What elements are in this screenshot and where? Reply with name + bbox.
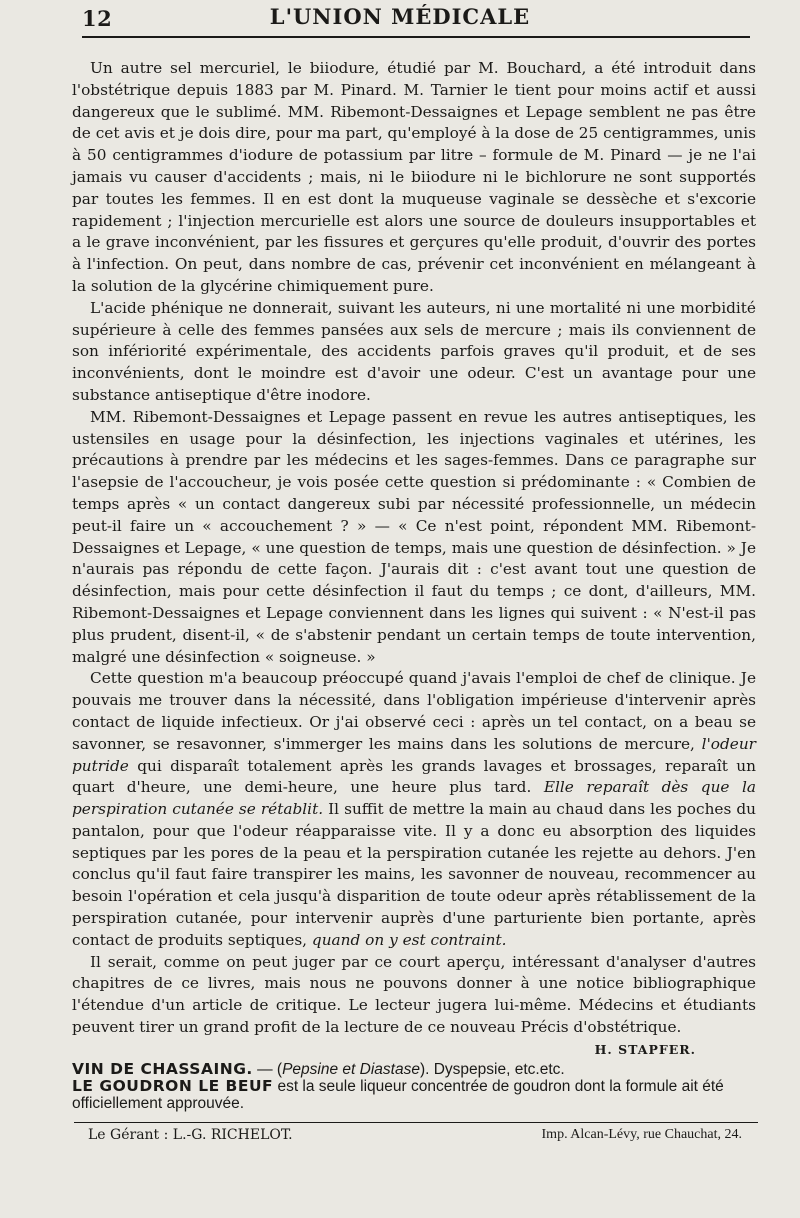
paragraph: L'acide phénique ne donnerait, suivant les auteurs, ni une mortalité ni une morbidité supérieure à celle des femmes pansées aux sels de mercure ; mais ils conviennent de son infériorité expérimentale, des accidents parfois graves qu'il produit, et de ses inconvénients, dont le moindre est d'avoir une odeur. C'est un avantage pour une substance antiseptique d'être inodore.	[72, 298, 756, 404]
running-title: L'UNION MÉDICALE	[269, 4, 531, 29]
header-rule	[82, 36, 750, 38]
manager-credit: Le Gérant : L.-G. RICHELOT.	[88, 1127, 293, 1143]
italic-text: l'odeur putride	[72, 734, 756, 775]
advert-text: est la seule liqueur concentrée de goudron dont la formule ait été officiellement approuvée.	[72, 1077, 724, 1112]
italic-text: quand on y est contraint.	[311, 930, 507, 949]
paragraph-text: Il suffit de mettre la main au chaud dans les poches du pantalon, pour que l'odeur réapparaisse vite. Il y a donc eu absorption des liquides septiques par les pores de la peau et la perspiration cutanée les rejette au dehors. J'en conclus qu'il faut faire transpirer les mains, les savonner de nouveau, recommencer au besoin l'opération et cela jusqu'à disparition de toute odeur après rétablissement de la perspiration cutanée, pour intervenir auprès d'une parturiente bien portante, après contact de produits septiques,	[72, 800, 756, 949]
footer-rule	[74, 1122, 758, 1123]
advert-text: ). Dyspepsie, etc.etc.	[419, 1060, 565, 1078]
paragraph-text: qui disparaît totalement après les grands lavages et brossages, reparaît un quart d'heure, une demi-heure, une heure plus tard.	[72, 756, 756, 797]
author-signature: H. STAPFER.	[594, 1041, 696, 1057]
printer-credit: Imp. Alcan-Lévy, rue Chauchat, 24.	[541, 1127, 742, 1142]
paragraph	[72, 668, 756, 951]
advert-text: — (	[252, 1060, 283, 1078]
page-number: 12	[82, 6, 113, 31]
paragraph: Il serait, comme on peut juger par ce court aperçu, intéressant d'analyser d'autres chapitres de ce livres, mais nous ne pouvons donner à une notice bibliographique l'étendue d'un article de critique. Le lecteur jugera lui-même. Médecins et étudiants peuvent tirer un grand profit de la lecture de ce nouveau Précis d'obstétrique.	[72, 952, 756, 1037]
footer	[88, 1127, 742, 1143]
article-body	[72, 58, 756, 1112]
advertisement	[72, 1061, 756, 1112]
advert-brand: LE GOUDRON LE BEUF	[72, 1076, 274, 1095]
italic-text: Elle reparaît dès que la perspiration cutanée se rétablit.	[72, 778, 756, 819]
advert-brand: VIN DE CHASSAING.	[72, 1059, 253, 1078]
advert-line	[72, 1078, 756, 1112]
paragraph: Un autre sel mercuriel, le biiodure, étudié par M. Bouchard, a été introduit dans l'obstétrique depuis 1883 par M. Pinard. M. Tarnier le tient pour moins actif et aussi dangereux que le sublimé. MM. Ribemont-Dessaignes et Lepage semblent ne pas être de cet avis et je dois dire, pour ma part, qu'employé à la dose de 25 centigrammes, unis à 50 centigrammes d'iodure de potassium par litre – formule de M. Pinard — je ne l'ai jamais vu causer d'accidents ; mais, ni le biiodure ni le bichlorure ne sont supportés par toutes les femmes. Il en est dont la muqueuse vaginale se dessèche et s'excorie rapidement ; l'injection mercurielle est alors une source de douleurs insupportables et a le grave inconvénient, par les fissures et gerçures qu'elle produit, d'ouvrir des portes à l'infection. On peut, dans nombre de cas, prévenir cet inconvénient en mélangeant à la solution de la glycérine chimiquement pure.	[72, 59, 756, 295]
paragraph: MM. Ribemont-Dessaignes et Lepage passent en revue les autres antiseptiques, les ustensiles en usage pour la désinfection, les injections vaginales et utérines, les précautions à prendre par les médecins et les sages-femmes. Dans ce paragraphe sur l'asepsie de l'accoucheur, je vois posée cette question si prédominante : « Combien de temps après « un contact dangereux subi par nécessité professionnelle, un médecin peut-il faire un « accouchement ? » — « Ce n'est point, répondent MM. Ribemont-Dessaignes et Lepage, « une question de temps, mais une question de désinfection. » Je n'aurais pas répondu de cette façon. J'aurais dit : c'est avant tout une question de désinfection, mais pour cette désinfection il faut du temps ; ce dont, d'ailleurs, MM. Ribemont-Dessaignes et Lepage conviennent dans les lignes qui suivent : « N'est-il pas plus prudent, disent-il, « de s'abstenir pendant un certain temps de toute intervention, malgré une désinfection « soigneuse. »	[72, 407, 756, 666]
paragraph-text: Cette question m'a beaucoup préoccupé quand j'avais l'emploi de chef de clinique. Je pouvais me trouver dans la nécessité, dans l'obligation impérieuse d'intervenir après contact de liquide infectieux. Or j'ai observé ceci : après un tel contact, on a beau se savonner, se resavonner, s'immerger les mains dans les solutions de mercure,	[72, 669, 756, 753]
advert-italic: Pepsine et Diastase	[282, 1060, 420, 1078]
advert-line	[72, 1061, 756, 1078]
